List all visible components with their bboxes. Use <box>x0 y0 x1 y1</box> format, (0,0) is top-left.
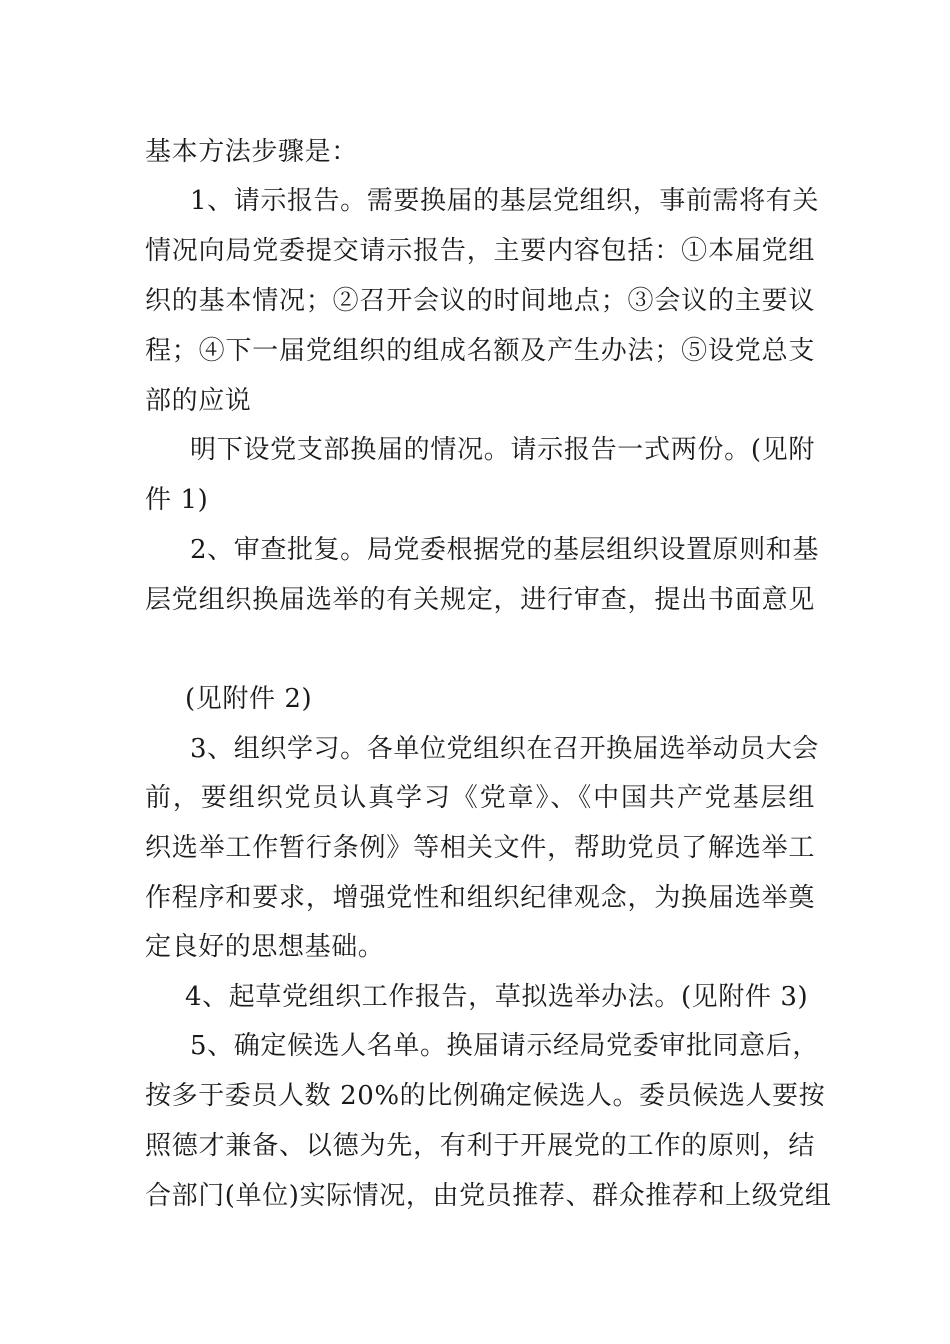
text-line: 2、审查批复。局党委根据党的基层组织设置原则和基 <box>190 535 819 565</box>
text-line: 合部门(单位)实际情况，由党员推荐、群众推荐和上级党组 <box>145 1181 832 1211</box>
text-line: 情况向局党委提交请示报告，主要内容包括：①本届党组 <box>145 236 815 266</box>
text-line: 织选举工作暂行条例》等相关文件，帮助党员了解选举工 <box>145 833 815 863</box>
text-line: (见附件 2) <box>185 684 313 714</box>
text-line: 层党组织换届选举的有关规定，进行审查，提出书面意见 <box>145 585 815 615</box>
text-line: 照德才兼备、以德为先，有利于开展党的工作的原则，结 <box>145 1131 815 1161</box>
text-line: 基本方法步骤是： <box>145 137 358 167</box>
text-line: 5、确定候选人名单。换届请示经局党委审批同意后， <box>190 1031 819 1061</box>
text-line: 3、组织学习。各单位党组织在召开换届选举动员大会 <box>190 734 819 764</box>
text-line: 定良好的思想基础。 <box>145 932 385 962</box>
text-line: 作程序和要求，增强党性和组织纪律观念，为换届选举奠 <box>145 883 815 913</box>
text-line: 前，要组织党员认真学习《党章》、《中国共产党基层组 <box>145 783 815 813</box>
text-line: 程；④下一届党组织的组成名额及产生办法；⑤设党总支 <box>145 336 815 366</box>
text-line: 4、起草党组织工作报告，草拟选举办法。(见附件 3) <box>185 982 809 1012</box>
text-line: 明下设党支部换届的情况。请示报告一式两份。(见附 <box>190 435 815 465</box>
text-line: 部的应说 <box>145 386 252 416</box>
text-line: 织的基本情况；②召开会议的时间地点；③会议的主要议 <box>145 286 815 316</box>
text-line: 件 1) <box>145 485 209 515</box>
text-line: 按多于委员人数 20%的比例确定候选人。委员候选人要按 <box>145 1081 826 1111</box>
text-line: 1、请示报告。需要换届的基层党组织，事前需将有关 <box>190 186 819 216</box>
